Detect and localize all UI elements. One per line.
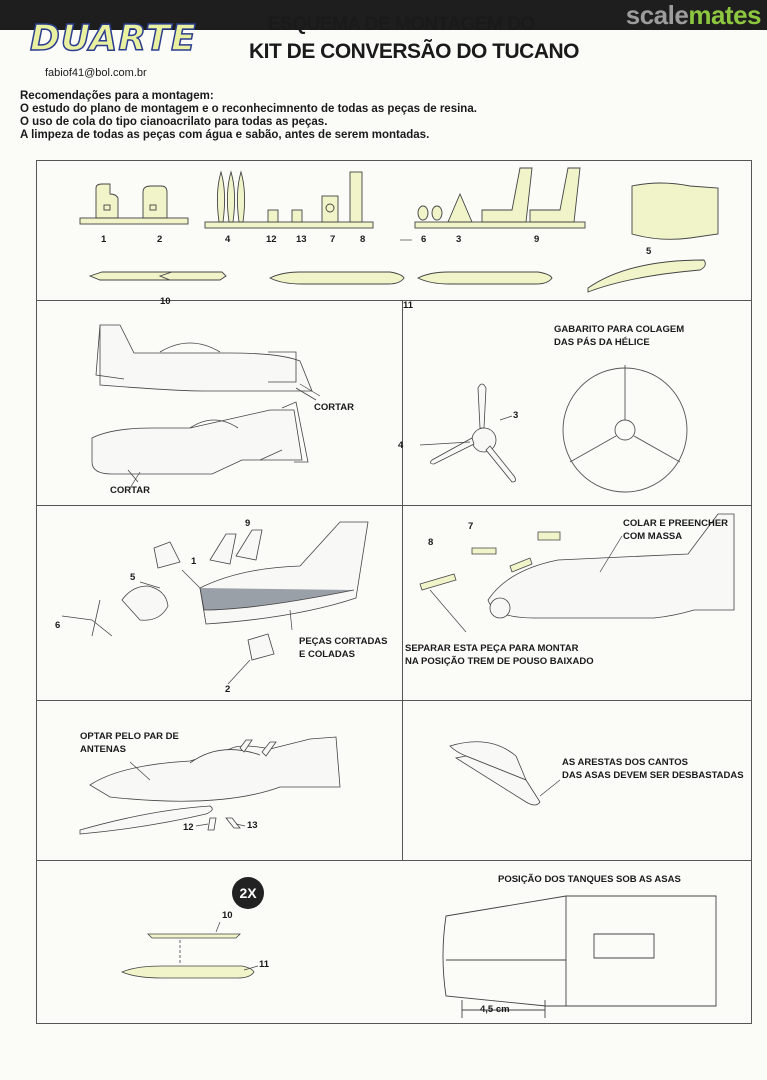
part-number: 10 (160, 296, 171, 307)
part-number: 9 (534, 234, 540, 245)
part-number: 4 (398, 440, 404, 451)
part-number: 7 (330, 234, 336, 245)
page-title-line2: KIT DE CONVERSÃO DO TUCANO (249, 40, 580, 63)
part-number: 3 (513, 410, 519, 421)
glued-label: PEÇAS CORTADAS (299, 636, 388, 647)
brand-logo: DUARTE (30, 18, 197, 59)
part-number: 6 (55, 620, 61, 631)
recommendation-item: O estudo do plano de montagem e o reconhecimnento de todas as peças de resina. (20, 103, 477, 115)
sprue-parts-illustration (415, 168, 585, 228)
contact-email: fabiof41@bol.com.br (45, 67, 147, 79)
cut-label: CORTAR (110, 485, 150, 496)
fuselage-part-illustration (632, 183, 718, 239)
part-number: 2 (157, 234, 163, 245)
fill-label: COLAR E PREENCHER (623, 518, 729, 529)
part-number: 13 (247, 820, 258, 831)
part-number: 11 (403, 300, 414, 311)
part-number: 12 (266, 234, 277, 245)
part-number: 4 (225, 234, 231, 245)
fuselage-cut-illustration (92, 325, 316, 482)
antenna-label: OPTAR PELO PAR DE (80, 731, 179, 742)
gabarito-label: DAS PÁS DA HÉLICE (554, 337, 650, 348)
wing-edge-label: DAS ASAS DEVEM SER DESBASTADAS (562, 770, 744, 781)
part-number: 1 (191, 556, 197, 567)
recommendations-heading: Recomendações para a montagem: (20, 90, 214, 102)
page-title-line1: ESQUEMA DE MONTAGEM DO (268, 14, 535, 35)
wing-edge-label: AS ARESTAS DOS CANTOS (562, 757, 688, 768)
dimension-label: 4,5 cm (480, 1004, 510, 1015)
part-number: 8 (360, 234, 366, 245)
glued-label: E COLADAS (299, 649, 355, 660)
tank-assembly-illustration (122, 934, 254, 978)
part-number: 13 (296, 234, 307, 245)
part-number: 10 (222, 910, 233, 921)
sprue-seats-illustration (80, 184, 188, 224)
antenna-label: ANTENAS (80, 744, 126, 755)
part-number: 6 (421, 234, 427, 245)
wing-edge-illustration (450, 742, 540, 805)
wing-plan-illustration (443, 896, 716, 1018)
part-number: 3 (456, 234, 462, 245)
recommendation-item: O uso de cola do tipo cianoacrilato para todas as peças. (20, 116, 328, 128)
gabarito-label: GABARITO PARA COLAGEM (554, 324, 685, 335)
cut-label: CORTAR (314, 402, 354, 413)
part-number: 5 (646, 246, 652, 257)
separate-label: NA POSIÇÃO TREM DE POUSO BAIXADO (405, 656, 594, 667)
part-number: 12 (183, 822, 194, 833)
sprue-blades-illustration (205, 172, 373, 228)
part-number: 2 (225, 684, 231, 695)
part-number: 1 (101, 234, 107, 245)
tanks-label: POSIÇÃO DOS TANQUES SOB AS ASAS (498, 874, 681, 885)
part-number: 5 (130, 572, 136, 583)
part-number: 11 (259, 959, 270, 970)
gabarito-template-illustration (563, 365, 687, 492)
propeller-illustration (420, 384, 519, 482)
scalemates-watermark[interactable]: scalemates (625, 0, 761, 30)
separate-label: SEPARAR ESTA PEÇA PARA MONTAR (405, 643, 579, 654)
fill-label: COM MASSA (623, 531, 683, 542)
part-number: 8 (428, 537, 434, 548)
part-number: 7 (468, 521, 474, 532)
multiplier-badge: 2X (232, 877, 264, 909)
part-number: 9 (245, 518, 251, 529)
recommendation-item: A limpeza de todas as peças com água e sabão, antes de serem montadas. (20, 129, 430, 141)
